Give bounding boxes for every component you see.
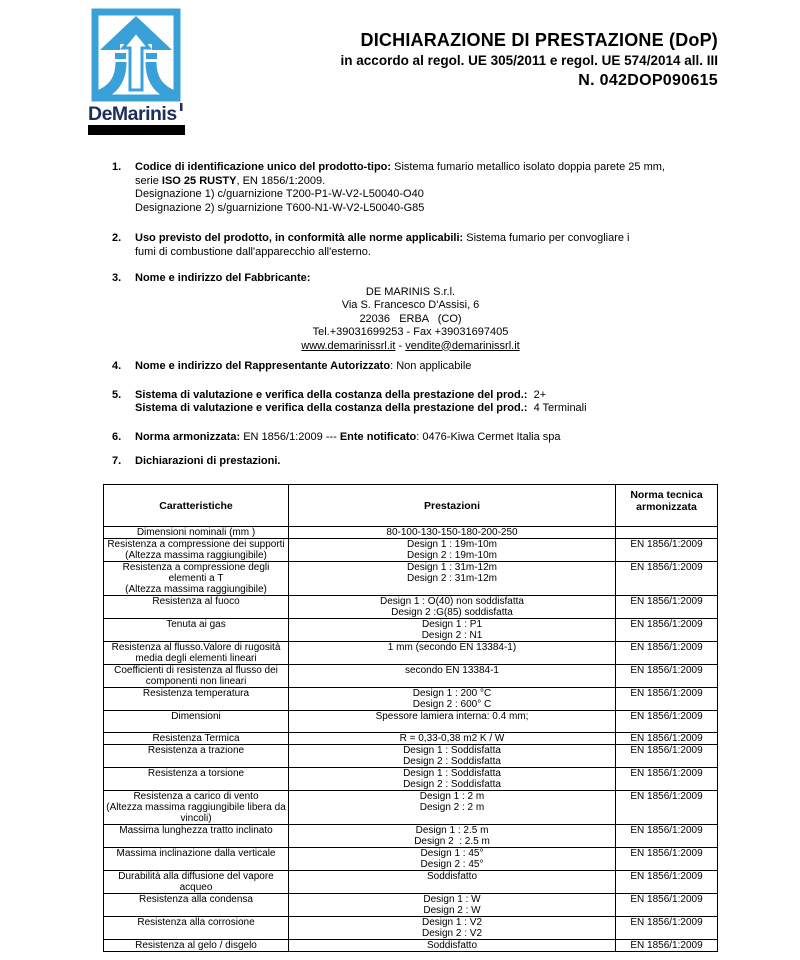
cell-line: Resistenza a carico di vento <box>133 791 259 802</box>
table-row <box>104 711 718 733</box>
col-header-norma <box>616 485 718 527</box>
cell-norma: EN 1856/1:2009 <box>616 894 718 917</box>
text-segment: Sistema di valutazione e verifica della costanza della prestazione del prod.: <box>135 388 528 401</box>
cell-line: R = 0,33-0,38 m2 K / W <box>399 733 505 744</box>
cell-prestazioni <box>289 539 616 562</box>
cell-caratteristiche <box>104 825 289 848</box>
list-item-7 <box>112 455 718 469</box>
cell-norma: EN 1856/1:2009 <box>616 745 718 768</box>
cell-caratteristiche <box>104 745 289 768</box>
cell-line: Design 2 : 31m-12m <box>406 573 498 584</box>
cell-prestazioni <box>289 871 616 894</box>
text-line <box>135 272 718 286</box>
cell-line: 80-100-130-150-180-200-250 <box>386 527 518 538</box>
cell-line: Design 2 : W <box>423 905 481 916</box>
col-header-caratteristiche: Caratteristiche <box>104 485 289 527</box>
doc-title: DICHIARAZIONE DI PRESTAZIONE (DoP) <box>360 30 718 50</box>
list-item-4 <box>112 360 718 374</box>
col-header-norma-line1: Norma tecnica <box>630 489 703 501</box>
cell-norma: EN 1856/1:2009 <box>616 768 718 791</box>
text-segment: Tel.+39031699253 - Fax +39031697405 <box>312 326 509 338</box>
cell-line: Dimensioni nominali (mm ) <box>136 527 256 538</box>
cell-prestazioni <box>289 894 616 917</box>
text-line <box>135 161 718 175</box>
table-row <box>104 527 718 539</box>
cell-line: Design 1 : 31m-12m <box>406 562 498 573</box>
doc-subtitle: in accordo al regol. UE 305/2011 e regol. UE 574/2014 all. III <box>340 53 718 68</box>
cell-caratteristiche <box>104 871 289 894</box>
document-header <box>260 30 718 90</box>
table-row <box>104 917 718 940</box>
cell-prestazioni <box>289 688 616 711</box>
cell-line: Soddisfatto <box>426 940 478 951</box>
cell-norma: EN 1856/1:2009 <box>616 642 718 665</box>
cell-prestazioni <box>289 596 616 619</box>
cell-norma: EN 1856/1:2009 <box>616 917 718 940</box>
cell-line: (Altezza massima raggiungibile libera da <box>106 802 286 813</box>
cell-norma: EN 1856/1:2009 <box>616 539 718 562</box>
cell-line: 1 mm (secondo EN 13384-1) <box>387 642 517 653</box>
cell-caratteristiche <box>104 619 289 642</box>
cell-norma: EN 1856/1:2009 <box>616 940 718 952</box>
cell-norma: EN 1856/1:2009 <box>616 596 718 619</box>
text-segment: fumi di combustione dall'apparecchio all'esterno. <box>135 245 371 258</box>
table-row <box>104 825 718 848</box>
cell-line: Resistenza a torsione <box>147 768 245 779</box>
item-number: 6. <box>112 430 122 443</box>
table-row <box>104 894 718 917</box>
cell-prestazioni <box>289 642 616 665</box>
cell-norma: EN 1856/1:2009 <box>616 825 718 848</box>
cell-line: Resistenza alla corrosione <box>137 917 255 928</box>
cell-caratteristiche <box>104 642 289 665</box>
text-segment: EN 1856/1:2009 --- <box>243 430 340 443</box>
text-line <box>135 340 718 354</box>
cell-line: Resistenza a compressione dei supporti <box>107 539 285 550</box>
cell-caratteristiche <box>104 688 289 711</box>
cell-line: componenti non lineari <box>145 676 247 687</box>
cell-line: Design 2 : 19m-10m <box>406 550 498 561</box>
cell-norma: EN 1856/1:2009 <box>616 688 718 711</box>
cell-norma: EN 1856/1:2009 <box>616 619 718 642</box>
logo-brand-text: DeMarinis <box>88 103 177 125</box>
logo-chimney-pot-right <box>146 53 157 59</box>
cell-line: Design 1 : P1 <box>421 619 483 630</box>
cell-caratteristiche <box>104 768 289 791</box>
cell-line: elementi a T <box>168 573 224 584</box>
text-line <box>135 402 718 416</box>
table-row <box>104 733 718 745</box>
list-item-2 <box>112 232 718 259</box>
item-number: 2. <box>112 232 122 244</box>
cell-caratteristiche <box>104 711 289 733</box>
table-row <box>104 791 718 825</box>
cell-norma: EN 1856/1:2009 <box>616 665 718 688</box>
cell-line: Dimensioni <box>171 711 221 722</box>
cell-line: vincoli) <box>180 813 212 824</box>
text-line <box>135 188 718 202</box>
text-segment: Ente notificato <box>339 430 417 443</box>
list-item-5 <box>112 389 718 416</box>
text-segment: 2+ <box>527 388 547 401</box>
table-row <box>104 642 718 665</box>
table-row <box>104 596 718 619</box>
cell-line: media degli elementi lineari <box>135 653 257 664</box>
logo-flue-left <box>98 62 121 96</box>
cell-line: Resistenza temperatura <box>142 688 250 699</box>
text-line <box>135 286 718 300</box>
cell-line: Massima inclinazione dalla verticale <box>116 848 276 859</box>
cell-line: Design 1 : 2 m <box>419 791 485 802</box>
cell-line: Resistenza Termica <box>152 733 240 744</box>
cell-line: Durabilità alla diffusione del vapore <box>118 871 274 882</box>
cell-caratteristiche <box>104 940 289 952</box>
cell-prestazioni <box>289 562 616 596</box>
cell-line: Design 1 : O(40) non soddisfatta <box>380 596 524 607</box>
cell-line: (Altezza massima raggiungibile) <box>125 584 267 595</box>
logo-flue-right <box>151 62 174 96</box>
table-row <box>104 871 718 894</box>
col-header-norma-line2: armonizzata <box>636 501 697 513</box>
link[interactable]: www.demarinissrl.it <box>301 339 396 352</box>
table-header-row <box>104 485 718 527</box>
text-line <box>135 232 718 246</box>
cell-norma: EN 1856/1:2009 <box>616 711 718 733</box>
col-header-prestazioni: Prestazioni <box>289 485 616 527</box>
text-segment: 4 Terminali <box>527 402 587 414</box>
item-number: 4. <box>112 360 122 372</box>
cell-caratteristiche <box>104 791 289 825</box>
table-row <box>104 768 718 791</box>
cell-prestazioni <box>289 848 616 871</box>
cell-line: Resistenza al gelo / disgelo <box>135 940 257 951</box>
cell-line: Design 2 : N1 <box>421 630 483 641</box>
item-text <box>135 431 718 445</box>
text-line <box>135 202 718 216</box>
cell-line: Resistenza al fuoco <box>152 596 240 607</box>
cell-prestazioni <box>289 665 616 688</box>
text-segment: Uso previsto del prodotto, in conformità alle norme applicabili: <box>135 232 467 244</box>
cell-caratteristiche <box>104 562 289 596</box>
cell-caratteristiche <box>104 894 289 917</box>
list-item-6 <box>112 431 718 445</box>
text-line <box>135 455 718 469</box>
text-segment: serie <box>135 174 162 187</box>
cell-line: Design 1 : 200 °C <box>412 688 492 699</box>
cell-line: Resistenza alla condensa <box>139 894 253 905</box>
cell-prestazioni <box>289 917 616 940</box>
item-text <box>135 161 718 215</box>
cell-line: Design 1 : 2.5 m <box>415 825 489 836</box>
cell-line: Design 1 : 45° <box>420 848 484 859</box>
link[interactable]: vendite@demarinissrl.it <box>405 339 520 352</box>
cell-prestazioni <box>289 825 616 848</box>
cell-norma: EN 1856/1:2009 <box>616 791 718 825</box>
table-row <box>104 562 718 596</box>
text-segment: Dichiarazioni di prestazioni. <box>135 455 281 467</box>
text-segment: ISO 25 RUSTY <box>161 174 237 187</box>
cell-norma: EN 1856/1:2009 <box>616 871 718 894</box>
table-row <box>104 940 718 952</box>
text-line <box>135 299 718 313</box>
table-row <box>104 848 718 871</box>
cell-line: Massima lunghezza tratto inclinato <box>119 825 273 836</box>
cell-norma <box>616 527 718 539</box>
cell-line: Resistenza al flusso.Valore di rugosità <box>111 642 281 653</box>
cell-caratteristiche <box>104 539 289 562</box>
cell-line: Design 1 : W <box>423 894 481 905</box>
text-segment: Designazione 1) c/guarnizione T200-P1-W-V2-L50040-O40 <box>135 188 424 200</box>
doc-number: N. 042DOP090615 <box>578 72 718 89</box>
text-segment: , EN 1856/1:2009. <box>236 174 326 187</box>
performance-table <box>103 484 718 952</box>
cell-prestazioni <box>289 711 616 733</box>
text-line <box>135 360 718 374</box>
cell-line: Design 2 : 2 m <box>419 802 485 813</box>
table-row <box>104 688 718 711</box>
cell-line: Design 2 : V2 <box>421 928 483 939</box>
cell-caratteristiche <box>104 596 289 619</box>
cell-prestazioni <box>289 619 616 642</box>
logo-chimney-pot-left <box>115 53 126 59</box>
logo-underline-bar <box>88 125 185 135</box>
text-segment: - <box>395 339 406 352</box>
text-segment: Sistema di valutazione e verifica della costanza della prestazione del prod.: <box>135 402 528 414</box>
item-text <box>135 360 718 374</box>
text-segment: Via S. Francesco D'Assisi, 6 <box>341 299 480 311</box>
cell-line: Design 1 : Soddisfatta <box>403 768 501 779</box>
cell-line: Spessore lamiera interna: 0.4 mm; <box>375 711 529 722</box>
cell-prestazioni <box>289 940 616 952</box>
text-segment: Designazione 2) s/guarnizione T600-N1-W-V2-L50040-G85 <box>135 201 425 214</box>
text-segment: : 0476-Kiwa Cermet Italia spa <box>416 430 561 443</box>
numbered-list <box>112 161 718 469</box>
text-segment: Norma armonizzata: <box>135 430 244 443</box>
item-number: 5. <box>112 388 122 401</box>
cell-line: Design 1 : V2 <box>421 917 483 928</box>
cell-caratteristiche <box>104 527 289 539</box>
cell-line: Soddisfatto <box>426 871 478 882</box>
table-row <box>104 619 718 642</box>
text-segment: 22036 ERBA (CO) <box>359 312 462 325</box>
cell-prestazioni <box>289 745 616 768</box>
logo-trademark-tick <box>180 103 183 111</box>
cell-prestazioni <box>289 768 616 791</box>
cell-line: Design 2 : 600° C <box>412 699 492 710</box>
cell-norma: EN 1856/1:2009 <box>616 848 718 871</box>
cell-norma: EN 1856/1:2009 <box>616 562 718 596</box>
table-body <box>104 527 718 952</box>
cell-prestazioni <box>289 791 616 825</box>
cell-caratteristiche <box>104 733 289 745</box>
cell-line: Coefficienti di resistenza al flusso dei <box>114 665 278 676</box>
table-row <box>104 539 718 562</box>
cell-line: Resistenza a compressione degli <box>122 562 270 573</box>
text-line <box>135 389 718 403</box>
cell-norma: EN 1856/1:2009 <box>616 733 718 745</box>
table-row <box>104 745 718 768</box>
cell-line: acqueo <box>179 882 213 893</box>
text-line <box>135 326 718 340</box>
text-segment: Sistema fumario per convogliare i <box>466 232 630 244</box>
item-number: 3. <box>112 272 122 284</box>
cell-caratteristiche <box>104 848 289 871</box>
item-text <box>135 389 718 416</box>
cell-line: Design 2 :G(85) soddisfatta <box>391 607 513 618</box>
text-line <box>135 175 718 189</box>
cell-prestazioni <box>289 733 616 745</box>
cell-line: (Altezza massima raggiungibile) <box>125 550 267 561</box>
text-segment: : Non applicabile <box>390 360 472 372</box>
text-line <box>135 431 718 445</box>
text-line <box>135 246 718 260</box>
text-line <box>135 313 718 327</box>
text-segment: Codice di identificazione unico del prodotto-tipo: <box>135 161 395 173</box>
text-segment: DE MARINIS S.r.l. <box>365 285 456 298</box>
performance-table-wrap <box>103 484 718 952</box>
table-row <box>104 665 718 688</box>
text-segment: Nome e indirizzo del Rappresentante Autorizzato <box>135 360 391 372</box>
cell-line: Design 1 : Soddisfatta <box>403 745 501 756</box>
cell-caratteristiche <box>104 917 289 940</box>
cell-line: Design 2 : 45° <box>420 859 484 870</box>
list-item-3 <box>112 272 718 353</box>
cell-prestazioni <box>289 527 616 539</box>
text-segment: Sistema fumario metallico isolato doppia parete 25 mm, <box>394 161 665 173</box>
item-number: 1. <box>112 161 122 173</box>
cell-line: Design 2 : Soddisfatta <box>403 779 501 790</box>
cell-line: Design 2 : 2.5 m <box>414 836 490 847</box>
cell-line: Tenuta ai gas <box>166 619 226 630</box>
item-text <box>135 455 718 469</box>
cell-line: Design 1 : 19m-10m <box>406 539 498 550</box>
list-item-1 <box>112 161 718 215</box>
cell-caratteristiche <box>104 665 289 688</box>
item-text <box>135 232 718 259</box>
item-text <box>135 272 718 353</box>
cell-line: secondo EN 13384-1 <box>405 665 499 676</box>
text-segment: Nome e indirizzo del Fabbricante: <box>135 272 311 284</box>
cell-line: Design 2 : Soddisfatta <box>403 756 501 767</box>
demarinis-logo <box>88 8 188 136</box>
cell-line: Resistenza a trazione <box>147 745 245 756</box>
item-number: 7. <box>112 455 122 467</box>
